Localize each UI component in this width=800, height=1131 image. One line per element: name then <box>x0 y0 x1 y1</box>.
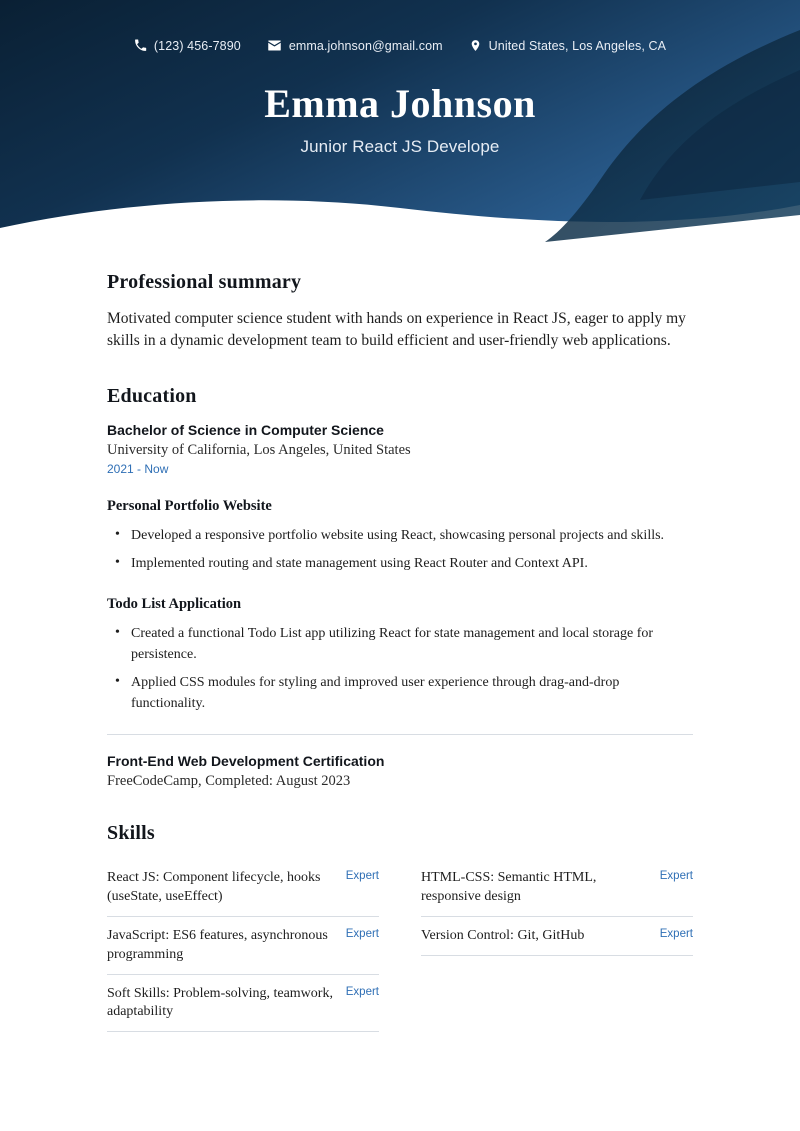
summary-heading: Professional summary <box>107 271 302 293</box>
project-bullet-list <box>107 525 693 574</box>
contact-row <box>0 38 800 53</box>
skill-level: Expert <box>345 927 379 940</box>
section-skills <box>107 822 693 1032</box>
location-pin-icon <box>469 39 482 52</box>
project-bullet-list <box>107 623 693 714</box>
skill-level: Expert <box>345 985 379 998</box>
skills-heading: Skills <box>107 821 155 844</box>
list-item: • Created a functional Todo List app utilizing React for state management and local storage for persistence. <box>129 623 693 665</box>
skill-name: Version Control: Git, GitHub <box>421 927 585 943</box>
contact-location-text: United States, Los Angeles, CA <box>488 38 667 53</box>
certification-subtitle: FreeCodeCamp, Completed: August 2023 <box>107 772 351 789</box>
spacer <box>107 790 693 822</box>
resume-header <box>0 0 800 245</box>
header-content <box>0 0 800 157</box>
skills-column-left <box>107 859 379 1032</box>
contact-email-text: emma.johnson@gmail.com <box>288 38 443 53</box>
skill-name: JavaScript: ES6 features, asynchronous programming <box>107 927 328 962</box>
email-icon <box>267 38 282 53</box>
skills-column-right <box>421 859 693 1032</box>
skill-level: Expert <box>345 869 379 882</box>
skill-row <box>107 917 379 975</box>
summary-text: Motivated computer science student with hands on experience in React JS, eager to apply my skills in a dynamic development team to build efficient and user-friendly web applications. <box>107 310 686 350</box>
skills-grid <box>107 859 693 1032</box>
section-education <box>107 385 693 790</box>
candidate-job-title: Junior React JS Develope <box>300 137 500 156</box>
skill-row <box>421 917 693 956</box>
skill-row <box>421 859 693 917</box>
education-project <box>107 596 693 714</box>
education-school: University of California, Los Angeles, United States <box>107 441 411 458</box>
spacer <box>107 353 693 385</box>
skill-level: Expert <box>659 927 693 940</box>
skill-row <box>107 859 379 917</box>
education-dates: 2021 - Now <box>107 461 169 476</box>
contact-location[interactable] <box>469 39 666 53</box>
list-item: • Implemented routing and state management using React Router and Context API. <box>129 553 693 574</box>
resume-body <box>0 245 800 1032</box>
contact-email[interactable] <box>267 38 443 53</box>
section-professional-summary <box>107 271 693 353</box>
education-project <box>107 498 693 574</box>
skill-name: React JS: Component lifecycle, hooks (useState, useEffect) <box>107 869 321 904</box>
skill-name: Soft Skills: Problem-solving, teamwork, adaptability <box>107 985 333 1020</box>
contact-phone[interactable] <box>134 39 241 53</box>
skill-row <box>107 975 379 1033</box>
candidate-name: Emma Johnson <box>264 81 536 126</box>
education-heading: Education <box>107 384 197 407</box>
skill-name: HTML-CSS: Semantic HTML, responsive design <box>421 869 597 904</box>
education-degree: Bachelor of Science in Computer Science <box>107 421 384 438</box>
certification-title: Front-End Web Development Certification <box>107 752 385 769</box>
phone-icon <box>134 39 147 52</box>
skill-level: Expert <box>659 869 693 882</box>
divider <box>107 734 693 735</box>
contact-phone-text: (123) 456-7890 <box>153 38 241 53</box>
project-title: Personal Portfolio Website <box>107 497 272 514</box>
list-item: • Applied CSS modules for styling and improved user experience through drag-and-drop functionality. <box>129 672 693 714</box>
project-title: Todo List Application <box>107 595 242 612</box>
list-item: • Developed a responsive portfolio website using React, showcasing personal projects and skills. <box>129 525 693 546</box>
